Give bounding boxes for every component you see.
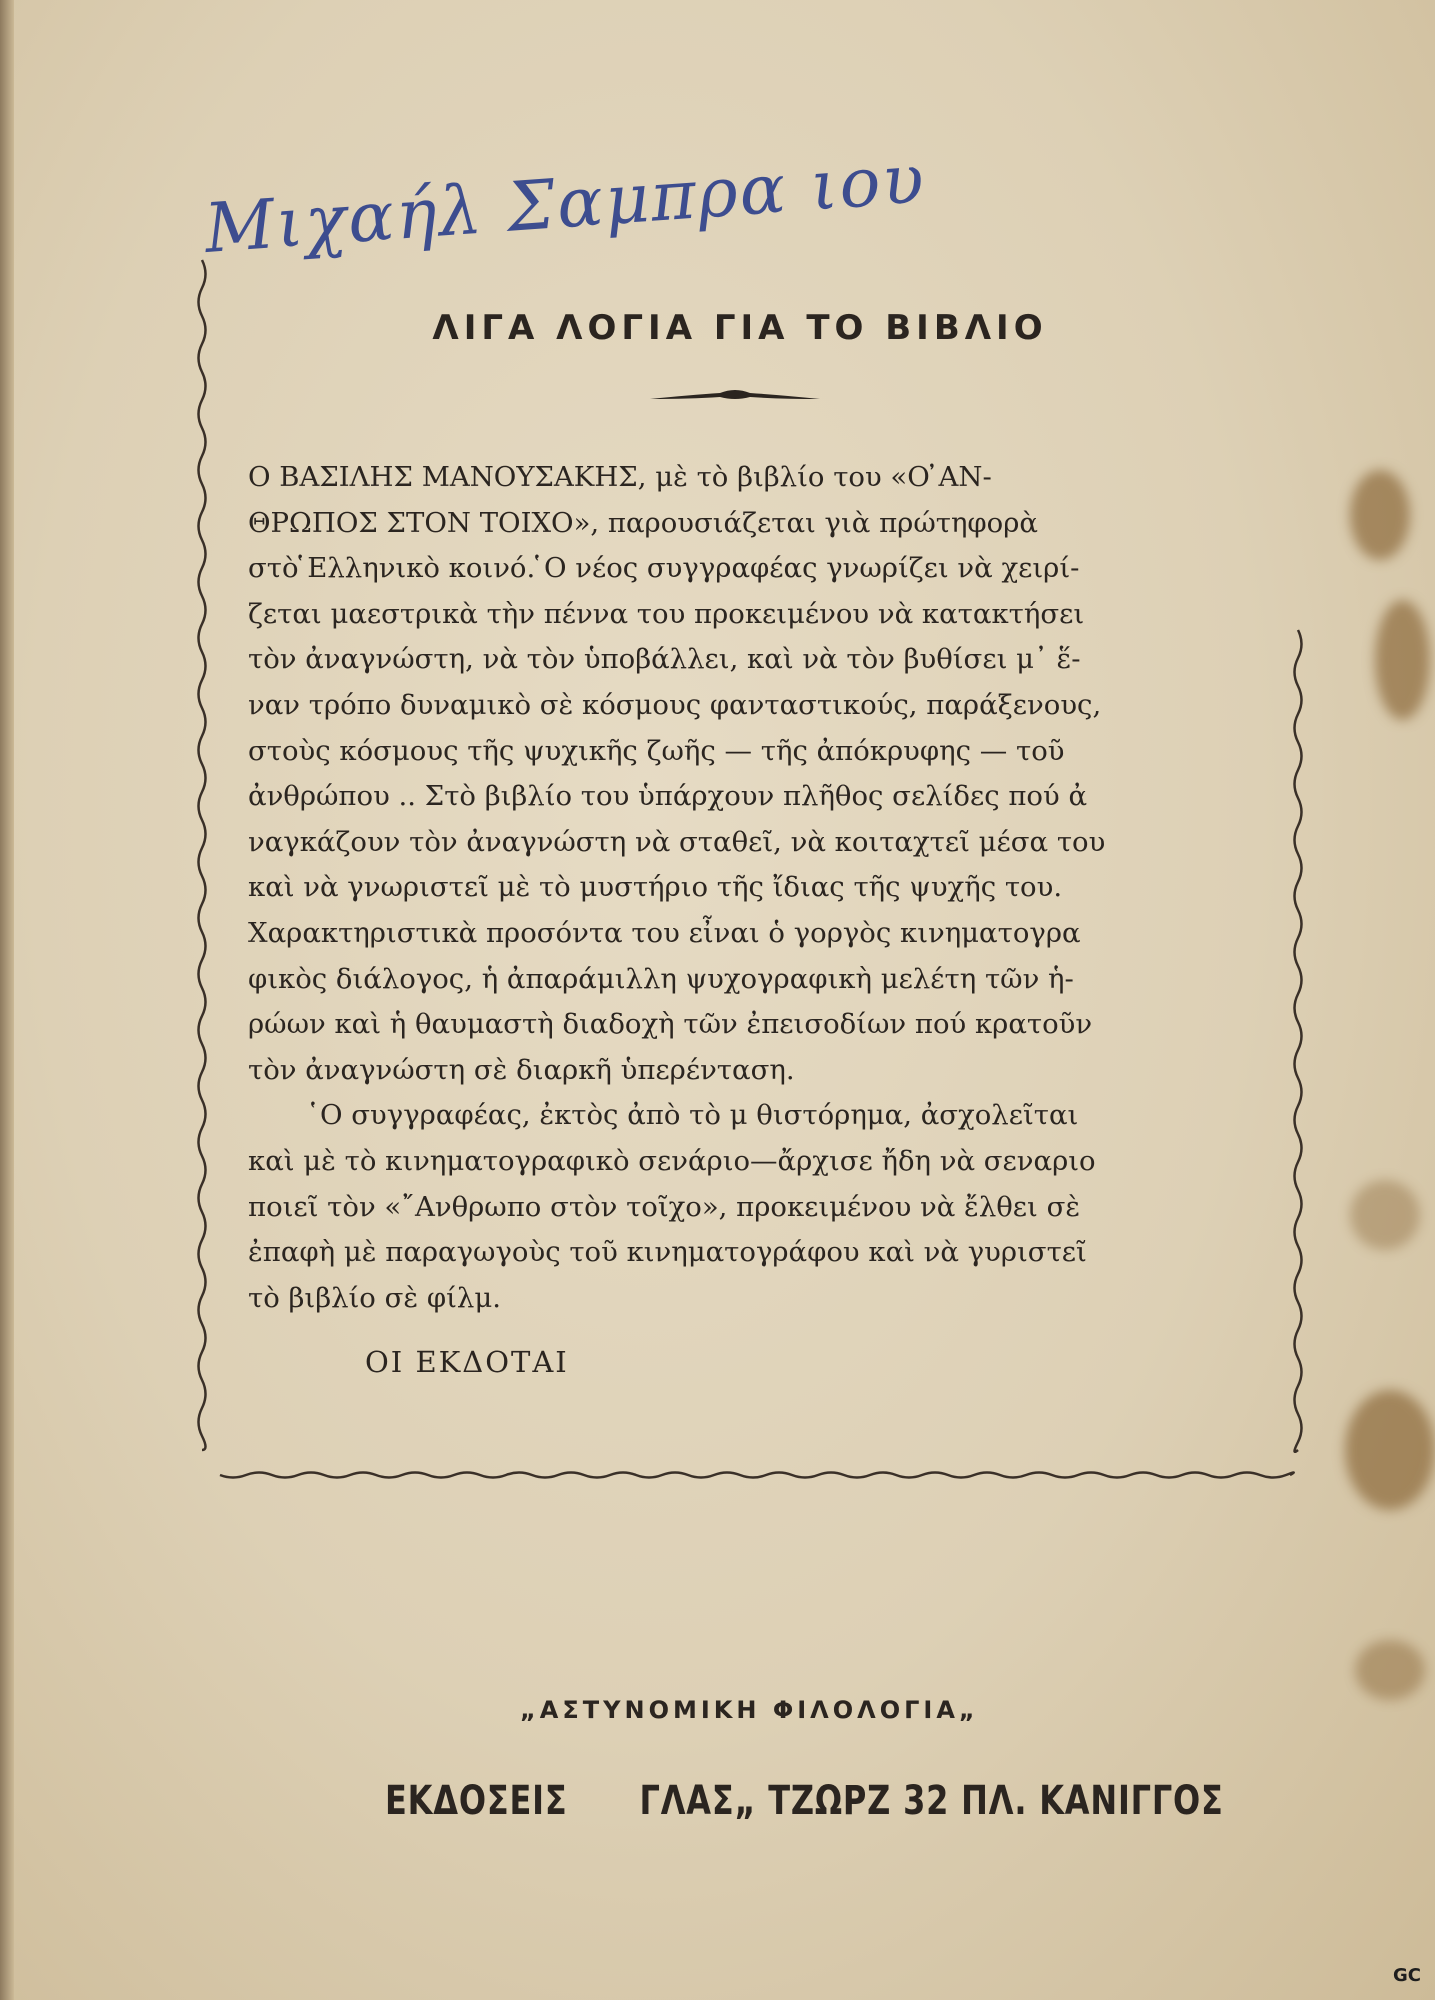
text-line: ἐπαφὴ μὲ παραγωγοὺς τοῦ κινηματογράφου καὶ νὰ γυριστεῖ <box>248 1236 1087 1269</box>
bottom-wavy-line <box>220 1473 1294 1478</box>
publisher-imprint <box>385 1778 1224 1824</box>
stain <box>1350 470 1410 560</box>
paragraph-1 <box>248 455 1248 1093</box>
right-wavy-line <box>1295 630 1302 1452</box>
stain <box>1355 1640 1425 1700</box>
left-wavy-line <box>199 260 206 1450</box>
text-line: καὶ νὰ γνωριστεῖ μὲ τὸ μυστήριο τῆς ἴδιας τῆς ψυχῆς του. <box>248 871 1063 904</box>
publisher-label: ΕΚΔΟΣΕΙΣ <box>385 1778 568 1824</box>
handwritten-signature: Μιχαήλ Σαμπρα ιου <box>202 139 929 269</box>
text-line: τὸ βιβλίο σὲ φίλμ. <box>248 1281 501 1314</box>
stain <box>1350 1180 1420 1250</box>
text-line: τὸν ἀναγνώστη σὲ διαρκῆ ὑπερένταση. <box>248 1053 795 1086</box>
publisher-address: ΓΛΑΣ„ ΤΖΩΡΖ 32 ΠΛ. ΚΑΝΙΓΓΟΣ <box>639 1778 1224 1824</box>
text-line: ναν τρόπο δυναμικὸ σὲ κόσμους φανταστικούς, παράξενους, <box>248 688 1102 721</box>
text-line: φικὸς διάλογος, ἡ ἀπαράμιλλη ψυχογραφικὴ μελέτη τῶν ἡ- <box>248 962 1074 995</box>
series-title: „ΑΣΤΥΝΟΜΙΚΗ ΦΙΛΟΛΟΓΙΑ„ <box>520 1696 979 1724</box>
section-heading: ΛΙΓΑ ΛΟΓΙΑ ΓΙΑ ΤΟ ΒΙΒΛΙΟ <box>432 308 1048 348</box>
text-line: στὸ ̔Ελληνικὸ κοινό. ̔Ο νέος συγγραφέας γνωρίζει νὰ χειρί- <box>248 552 1080 585</box>
text-line: στοὺς κόσμους τῆς ψυχικῆς ζωῆς — τῆς ἀπόκρυφης — τοῦ <box>248 734 1065 767</box>
watermark-logo: GC <box>1393 1965 1421 1986</box>
paragraph-2 <box>248 1093 1248 1321</box>
text-line: ζεται μαεστρικὰ τὴν πέννα του προκειμένου νὰ κατακτήσει <box>248 597 1085 630</box>
text-line: Ο ΒΑΣΙΛΗΣ ΜΑΝΟΥΣΑΚΗΣ, μὲ τὸ βιβλίο του «Ο ̓ΑΝ- <box>248 461 992 493</box>
publishers-signoff: ΟΙ ΕΚΔΟΤΑΙ <box>365 1345 569 1379</box>
text-line: τὸν ἀναγνώστη, νὰ τὸν ὑποβάλλει, καὶ νὰ τὸν βυθίσει μ᾿ ἕ- <box>248 643 1081 676</box>
text-line: ναγκάζουν τὸν ἀναγνώστη νὰ σταθεῖ, νὰ κοιταχτεῖ μέσα του <box>248 825 1106 858</box>
text-line: ̔Ο συγγραφέας, ἐκτὸς ἀπὸ τὸ μ θιστόρημα, ἀσχολεῖται <box>320 1099 1079 1132</box>
text-line: Χαρακτηριστικὰ προσόντα του εἶναι ὁ γοργὸς κινηματογρα <box>248 916 1081 949</box>
text-line: ποιεῖ τὸν «῎Ανθρωπο στὸν τοῖχο», προκειμένου νὰ ἔλθει σὲ <box>248 1190 1081 1223</box>
stain <box>1375 600 1430 720</box>
description-text <box>248 455 1248 1321</box>
text-line: ἀνθρώπου .. Στὸ βιβλίο του ὑπάρχουν πλῆθος σελίδες πού ἀ <box>248 780 1088 813</box>
page-edge <box>0 0 14 2000</box>
text-line: ΘΡΩΠΟΣ ΣΤΟΝ ΤΟΙΧΟ», παρουσιάζεται γιὰ πρώτηφορὰ <box>248 506 1038 539</box>
text-line: ρώων καὶ ἡ θαυμαστὴ διαδοχὴ τῶν ἐπεισοδίων πού κρατοῦν <box>248 1008 1093 1041</box>
ornament-divider <box>650 385 820 409</box>
stain <box>1345 1390 1435 1510</box>
text-line: καὶ μὲ τὸ κινηματογραφικὸ σενάριο—ἄρχισε ἤδη νὰ σεναριο <box>248 1144 1096 1177</box>
